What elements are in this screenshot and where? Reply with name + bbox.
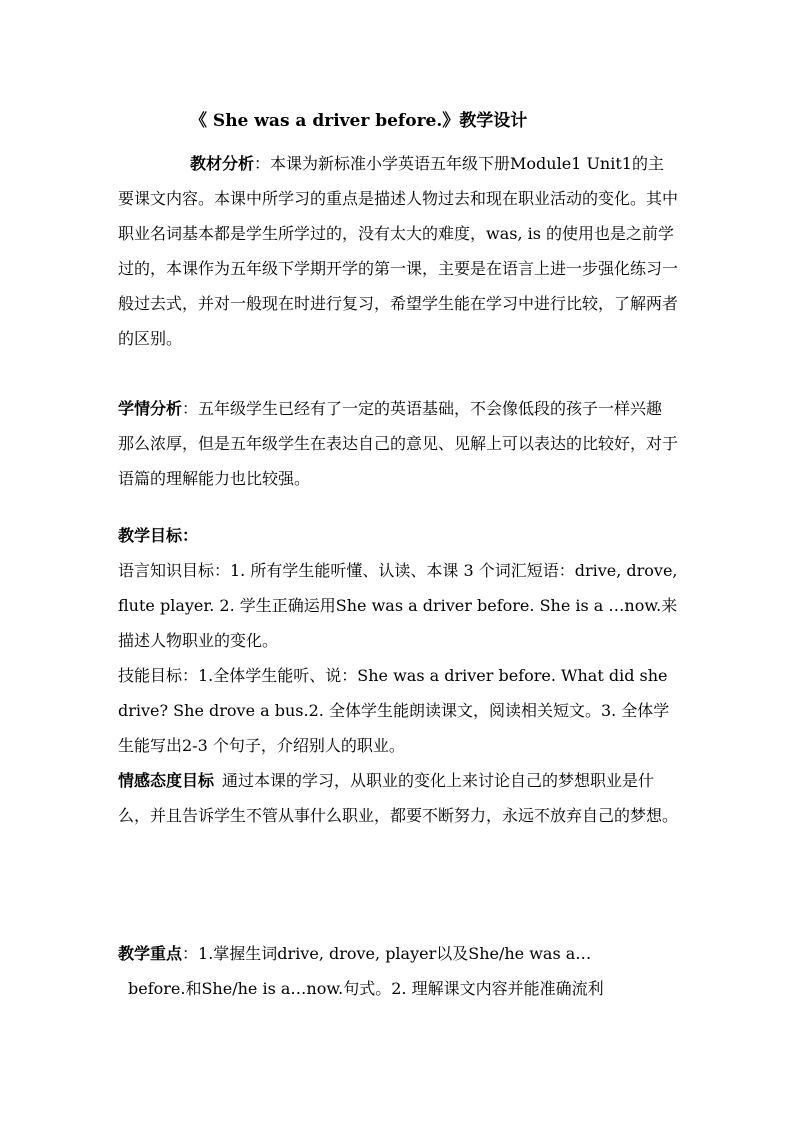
section-label-students: 学情分析 xyxy=(118,399,183,418)
section-label-key: 教学重点 xyxy=(118,944,183,963)
document-title: 《 She was a driver before.》教学设计 xyxy=(190,111,528,131)
section-colon-material: ： xyxy=(254,154,271,173)
section-label-material: 教材分析 xyxy=(190,154,255,173)
section-colon-students: ： xyxy=(182,399,199,418)
goal-skill: 技能目标：1.全体学生能听、说：She was a driver before. What did she drive? She drove a bus.2. 全体学生能朗读课文，阅读相关短文。3. 全体学生能写出2-3 个句子，介绍别人的职业。 xyxy=(118,666,670,755)
goal-language: 语言知识目标：1. 所有学生能听懂、认读、本课 3 个词汇短语：drive, drove, flute player. 2. 学生正确运用She was a driver before. She is a …now.来描述人物职业的变化。 xyxy=(118,561,678,650)
section-text-students: 五年级学生已经有了一定的英语基础，不会像低段的孩子一样兴趣那么浓厚，但是五年级学生在表达自己的意见、见解上可以表达的比较好，对于语篇的理解能力也比较强。 xyxy=(118,399,679,488)
goal-emotion-text: 通过本课的学习，从职业的变化上来讨论自己的梦想职业是什么，并且告诉学生不管从事什么职业，都要不断努力，永远不放弃自己的梦想。 xyxy=(118,771,679,825)
section-student-analysis xyxy=(118,391,678,496)
section-teaching-goals xyxy=(118,518,678,833)
section-label-goals: 教学目标： xyxy=(118,526,199,545)
section-key-points xyxy=(118,936,678,1006)
goal-emotion-label: 情感态度目标 xyxy=(118,771,215,790)
key-line-2: before.和She/he is a…now.句式。2. 理解课文内容并能准确流利 xyxy=(128,979,604,998)
section-material-analysis xyxy=(118,146,678,356)
key-line-1: 1.掌握生词drive, drove, player以及She/he was a… xyxy=(198,944,592,963)
section-colon-key: ： xyxy=(182,944,199,963)
section-text-material: 本课为新标准小学英语五年级下册Module1 Unit1的主要课文内容。本课中所学习的重点是描述人物过去和现在职业活动的变化。其中职业名词基本都是学生所学过的，没有太大的难度，was, is 的使用也是之前学过的，本课作为五年级下学期开学的第一课，主要是在语言上进一步强化练习一般过去式，并对一般现在时进行复习，希望学生能在学习中进行比较，了解两者的区别。 xyxy=(118,154,679,348)
